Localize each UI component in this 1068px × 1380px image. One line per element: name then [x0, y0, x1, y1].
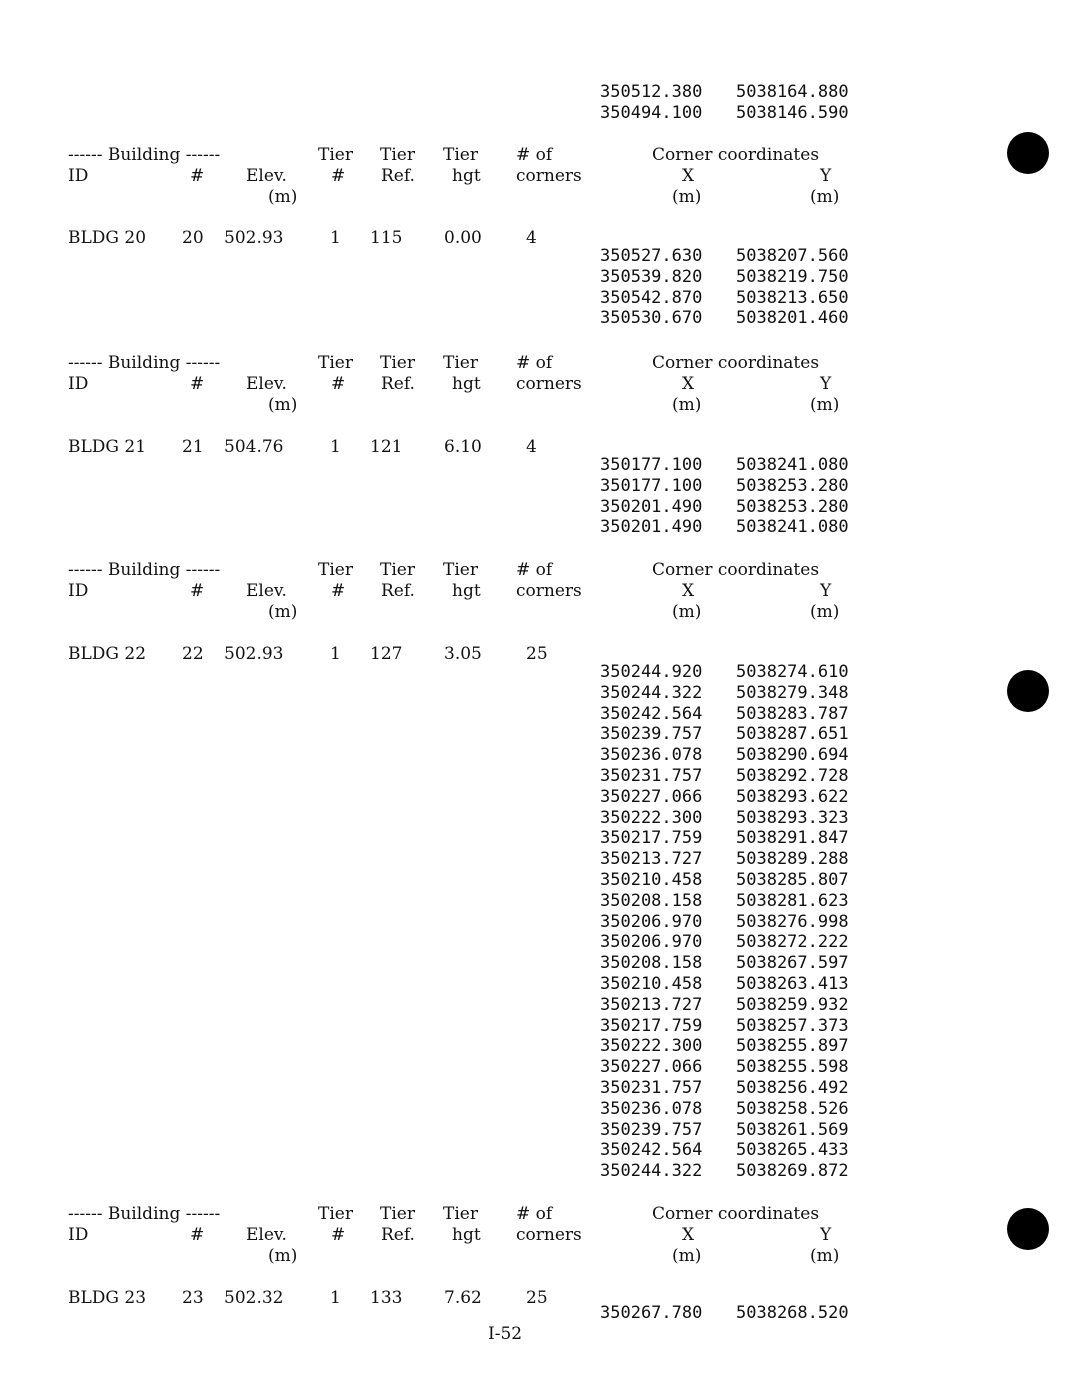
building-label: ------ Building ------: [68, 560, 221, 580]
coordinate-x: 350213.727: [600, 849, 703, 870]
elevation-label: Elev.: [246, 1224, 287, 1245]
elevation-label: Elev.: [246, 373, 287, 394]
building-label: ------ Building ------: [68, 145, 221, 165]
tier-label: Tier: [443, 353, 478, 373]
unit-label: (m): [810, 1245, 840, 1266]
tier-label: Tier: [380, 560, 415, 580]
building-row: [68, 644, 568, 665]
building-elevation: 502.32: [224, 1288, 284, 1308]
coordinate-x: 350542.870: [600, 287, 703, 308]
corner-coordinates-label: Corner coordinates: [652, 353, 820, 373]
coordinate-x: 350177.100: [600, 455, 703, 475]
coordinate-x: 350242.564: [600, 1140, 703, 1161]
coordinate-row: [600, 476, 849, 497]
building-id: BLDG 21: [68, 437, 147, 457]
corner-count: 25: [526, 1288, 548, 1308]
tier-label: Tier: [318, 353, 353, 373]
building-label: ------ Building ------: [68, 1204, 221, 1224]
tier-label: Tier: [380, 1204, 415, 1224]
reference-label: Ref.: [381, 373, 415, 394]
coordinate-row: [600, 1140, 849, 1161]
corner-coordinates-label: Corner coordinates: [652, 145, 820, 165]
coordinate-row: [600, 787, 849, 808]
coordinate-y: 5038257.373: [736, 1015, 849, 1036]
coordinate-y: 5038289.288: [736, 849, 849, 870]
coordinate-y: 5038259.932: [736, 994, 849, 1015]
punch-hole: [1007, 132, 1049, 174]
coordinate-y: 5038291.847: [736, 828, 849, 849]
coordinate-row: [600, 849, 849, 870]
unit-label: (m): [810, 186, 840, 207]
coordinate-y: 5038287.651: [736, 724, 849, 745]
unit-label: (m): [810, 394, 840, 415]
coordinate-x: 350236.078: [600, 1098, 703, 1119]
coordinate-row: [600, 724, 849, 745]
x-label: X: [682, 580, 695, 601]
tier-label: Tier: [380, 353, 415, 373]
coordinate-x: 350527.630: [600, 246, 703, 266]
tier-number: 1: [330, 228, 341, 248]
id-label: ID: [68, 373, 89, 394]
y-label: Y: [820, 165, 832, 186]
coordinate-x: 350239.757: [600, 724, 703, 745]
y-label: Y: [820, 1224, 832, 1245]
tier-height: 0.00: [444, 228, 482, 248]
coordinate-y: 5038255.598: [736, 1057, 849, 1078]
coordinate-y: 5038241.080: [736, 455, 849, 475]
y-label: Y: [820, 580, 832, 601]
x-label: X: [682, 165, 695, 186]
coordinate-x: 350217.759: [600, 828, 703, 849]
page-number: I-52: [488, 1324, 523, 1344]
tier-reference: 121: [370, 437, 403, 457]
count-label: # of: [516, 353, 553, 373]
coordinate-row: [600, 82, 849, 103]
id-label: ID: [68, 580, 89, 601]
tier-reference: 127: [370, 644, 403, 664]
coordinate-x: 350227.066: [600, 786, 703, 807]
coordinate-x: 350244.920: [600, 662, 703, 682]
coordinate-row: [600, 1303, 849, 1324]
table-header: [68, 145, 858, 207]
building-number: 20: [182, 228, 204, 248]
coordinate-y: 5038256.492: [736, 1077, 849, 1098]
number-label: #: [331, 580, 346, 601]
coordinate-row: [600, 953, 849, 974]
tier-number: 1: [330, 437, 341, 457]
number-label: #: [331, 165, 346, 186]
corner-count: 4: [526, 437, 537, 457]
height-label: hgt: [452, 580, 481, 601]
tier-reference: 115: [370, 228, 403, 248]
coordinate-row: [600, 683, 849, 704]
tier-number: 1: [330, 644, 341, 664]
coordinate-row: [600, 766, 849, 787]
building-row: [68, 437, 568, 458]
building-row: [68, 228, 568, 249]
coordinate-x: 350244.322: [600, 1161, 703, 1182]
unit-label: (m): [268, 1245, 298, 1266]
number-label: #: [331, 373, 346, 394]
tier-label: Tier: [380, 145, 415, 165]
unit-label: (m): [672, 601, 702, 622]
coordinate-row: [600, 246, 849, 267]
coordinate-row: [600, 870, 849, 891]
height-label: hgt: [452, 1224, 481, 1245]
reference-label: Ref.: [381, 580, 415, 601]
coordinate-x: 350217.759: [600, 1015, 703, 1036]
coordinate-row: [600, 288, 849, 309]
count-label: # of: [516, 560, 553, 580]
tier-height: 3.05: [444, 644, 482, 664]
coordinate-y: 5038258.526: [736, 1098, 849, 1119]
coordinate-y: 5038207.560: [736, 246, 849, 266]
coordinate-list: [600, 1303, 849, 1324]
corners-label: corners: [516, 580, 582, 601]
punch-hole: [1007, 1208, 1049, 1250]
building-label: ------ Building ------: [68, 353, 221, 373]
coordinate-row: [600, 1078, 849, 1099]
coordinate-row: [600, 662, 849, 683]
number-label: #: [190, 1224, 205, 1245]
coordinate-row: [600, 517, 849, 538]
coordinate-x: 350206.970: [600, 911, 703, 932]
coordinate-y: 5038146.590: [736, 102, 849, 123]
coordinate-y: 5038201.460: [736, 308, 849, 329]
coordinate-row: [600, 704, 849, 725]
coordinate-row: [600, 455, 849, 476]
coordinate-x: 350494.100: [600, 102, 703, 123]
coordinate-y: 5038213.650: [736, 287, 849, 308]
coordinate-y: 5038269.872: [736, 1161, 849, 1182]
number-label: #: [190, 373, 205, 394]
coordinate-x: 350231.757: [600, 1077, 703, 1098]
building-id: BLDG 22: [68, 644, 147, 664]
coordinate-y: 5038164.880: [736, 82, 849, 102]
tier-label: Tier: [443, 1204, 478, 1224]
coordinate-x: 350201.490: [600, 496, 703, 517]
coordinate-y: 5038219.750: [736, 266, 849, 287]
coordinate-y: 5038261.569: [736, 1119, 849, 1140]
coordinate-y: 5038292.728: [736, 765, 849, 786]
reference-label: Ref.: [381, 1224, 415, 1245]
coordinate-y: 5038265.433: [736, 1140, 849, 1161]
coordinate-y: 5038279.348: [736, 682, 849, 703]
id-label: ID: [68, 1224, 89, 1245]
count-label: # of: [516, 145, 553, 165]
reference-label: Ref.: [381, 165, 415, 186]
coordinate-y: 5038293.323: [736, 807, 849, 828]
building-id: BLDG 20: [68, 228, 147, 248]
corners-label: corners: [516, 165, 582, 186]
coordinate-row: [600, 267, 849, 288]
tier-height: 7.62: [444, 1288, 482, 1308]
coordinate-y: 5038285.807: [736, 869, 849, 890]
table-header: [68, 1204, 858, 1266]
coordinate-y: 5038283.787: [736, 703, 849, 724]
y-label: Y: [820, 373, 832, 394]
coordinate-x: 350539.820: [600, 266, 703, 287]
corner-coordinates-label: Corner coordinates: [652, 1204, 820, 1224]
tier-label: Tier: [318, 560, 353, 580]
number-label: #: [190, 580, 205, 601]
table-header: [68, 560, 858, 622]
coordinate-y: 5038253.280: [736, 475, 849, 496]
coordinate-row: [600, 932, 849, 953]
building-row: [68, 1288, 568, 1309]
coordinate-row: [600, 497, 849, 518]
unit-label: (m): [810, 601, 840, 622]
punch-hole: [1007, 670, 1049, 712]
coordinate-y: 5038267.597: [736, 953, 849, 974]
coordinate-x: 350530.670: [600, 308, 703, 329]
corner-count: 4: [526, 228, 537, 248]
height-label: hgt: [452, 165, 481, 186]
corner-count: 25: [526, 644, 548, 664]
coordinate-x: 350236.078: [600, 745, 703, 766]
coordinate-row: [600, 912, 849, 933]
coordinate-x: 350242.564: [600, 703, 703, 724]
building-id: BLDG 23: [68, 1288, 147, 1308]
elevation-label: Elev.: [246, 580, 287, 601]
coordinate-y: 5038274.610: [736, 662, 849, 682]
tier-height: 6.10: [444, 437, 482, 457]
elevation-label: Elev.: [246, 165, 287, 186]
coordinate-y: 5038276.998: [736, 911, 849, 932]
building-number: 21: [182, 437, 204, 457]
coordinate-x: 350210.458: [600, 869, 703, 890]
coordinate-row: [600, 1120, 849, 1141]
building-elevation: 504.76: [224, 437, 284, 457]
unit-label: (m): [268, 601, 298, 622]
coordinate-list: [600, 662, 849, 1182]
coordinate-x: 350208.158: [600, 890, 703, 911]
height-label: hgt: [452, 373, 481, 394]
coordinate-row: [600, 1016, 849, 1037]
coordinate-row: [600, 1161, 849, 1182]
coordinate-row: [600, 995, 849, 1016]
coordinate-x: 350222.300: [600, 1036, 703, 1057]
coordinate-row: [600, 308, 849, 329]
coordinate-x: 350239.757: [600, 1119, 703, 1140]
coordinate-row: [600, 828, 849, 849]
unit-label: (m): [672, 1245, 702, 1266]
corners-label: corners: [516, 373, 582, 394]
coordinate-x: 350208.158: [600, 953, 703, 974]
number-label: #: [190, 165, 205, 186]
coordinate-row: [600, 974, 849, 995]
corner-coordinates-label: Corner coordinates: [652, 560, 820, 580]
building-number: 23: [182, 1288, 204, 1308]
tier-label: Tier: [318, 145, 353, 165]
coordinate-x: 350201.490: [600, 517, 703, 538]
coordinate-y: 5038281.623: [736, 890, 849, 911]
coordinate-row: [600, 1099, 849, 1120]
coordinate-y: 5038272.222: [736, 932, 849, 953]
unit-label: (m): [672, 394, 702, 415]
tier-label: Tier: [443, 560, 478, 580]
tier-label: Tier: [443, 145, 478, 165]
coordinate-x: 350213.727: [600, 994, 703, 1015]
coordinate-list: [600, 82, 849, 124]
coordinate-row: [600, 891, 849, 912]
unit-label: (m): [268, 186, 298, 207]
number-label: #: [331, 1224, 346, 1245]
coordinate-y: 5038290.694: [736, 745, 849, 766]
coordinate-row: [600, 745, 849, 766]
table-header: [68, 353, 858, 415]
coordinate-row: [600, 103, 849, 124]
coordinate-row: [600, 1057, 849, 1078]
building-elevation: 502.93: [224, 228, 284, 248]
tier-label: Tier: [318, 1204, 353, 1224]
coordinate-list: [600, 246, 849, 329]
building-elevation: 502.93: [224, 644, 284, 664]
coordinate-row: [600, 1036, 849, 1057]
coordinate-x: 350244.322: [600, 682, 703, 703]
coordinate-x: 350231.757: [600, 765, 703, 786]
coordinate-x: 350512.380: [600, 82, 703, 102]
coordinate-x: 350206.970: [600, 932, 703, 953]
x-label: X: [682, 1224, 695, 1245]
unit-label: (m): [672, 186, 702, 207]
unit-label: (m): [268, 394, 298, 415]
coordinate-x: 350222.300: [600, 807, 703, 828]
coordinate-y: 5038293.622: [736, 786, 849, 807]
building-number: 22: [182, 644, 204, 664]
count-label: # of: [516, 1204, 553, 1224]
coordinate-row: [600, 808, 849, 829]
coordinate-y: 5038263.413: [736, 973, 849, 994]
x-label: X: [682, 373, 695, 394]
coordinate-x: 350267.780: [600, 1303, 703, 1323]
coordinate-x: 350177.100: [600, 475, 703, 496]
coordinate-y: 5038268.520: [736, 1303, 849, 1323]
corners-label: corners: [516, 1224, 582, 1245]
tier-number: 1: [330, 1288, 341, 1308]
id-label: ID: [68, 165, 89, 186]
coordinate-x: 350210.458: [600, 973, 703, 994]
tier-reference: 133: [370, 1288, 403, 1308]
coordinate-x: 350227.066: [600, 1057, 703, 1078]
coordinate-y: 5038253.280: [736, 496, 849, 517]
coordinate-y: 5038255.897: [736, 1036, 849, 1057]
coordinate-list: [600, 455, 849, 538]
coordinate-y: 5038241.080: [736, 517, 849, 538]
